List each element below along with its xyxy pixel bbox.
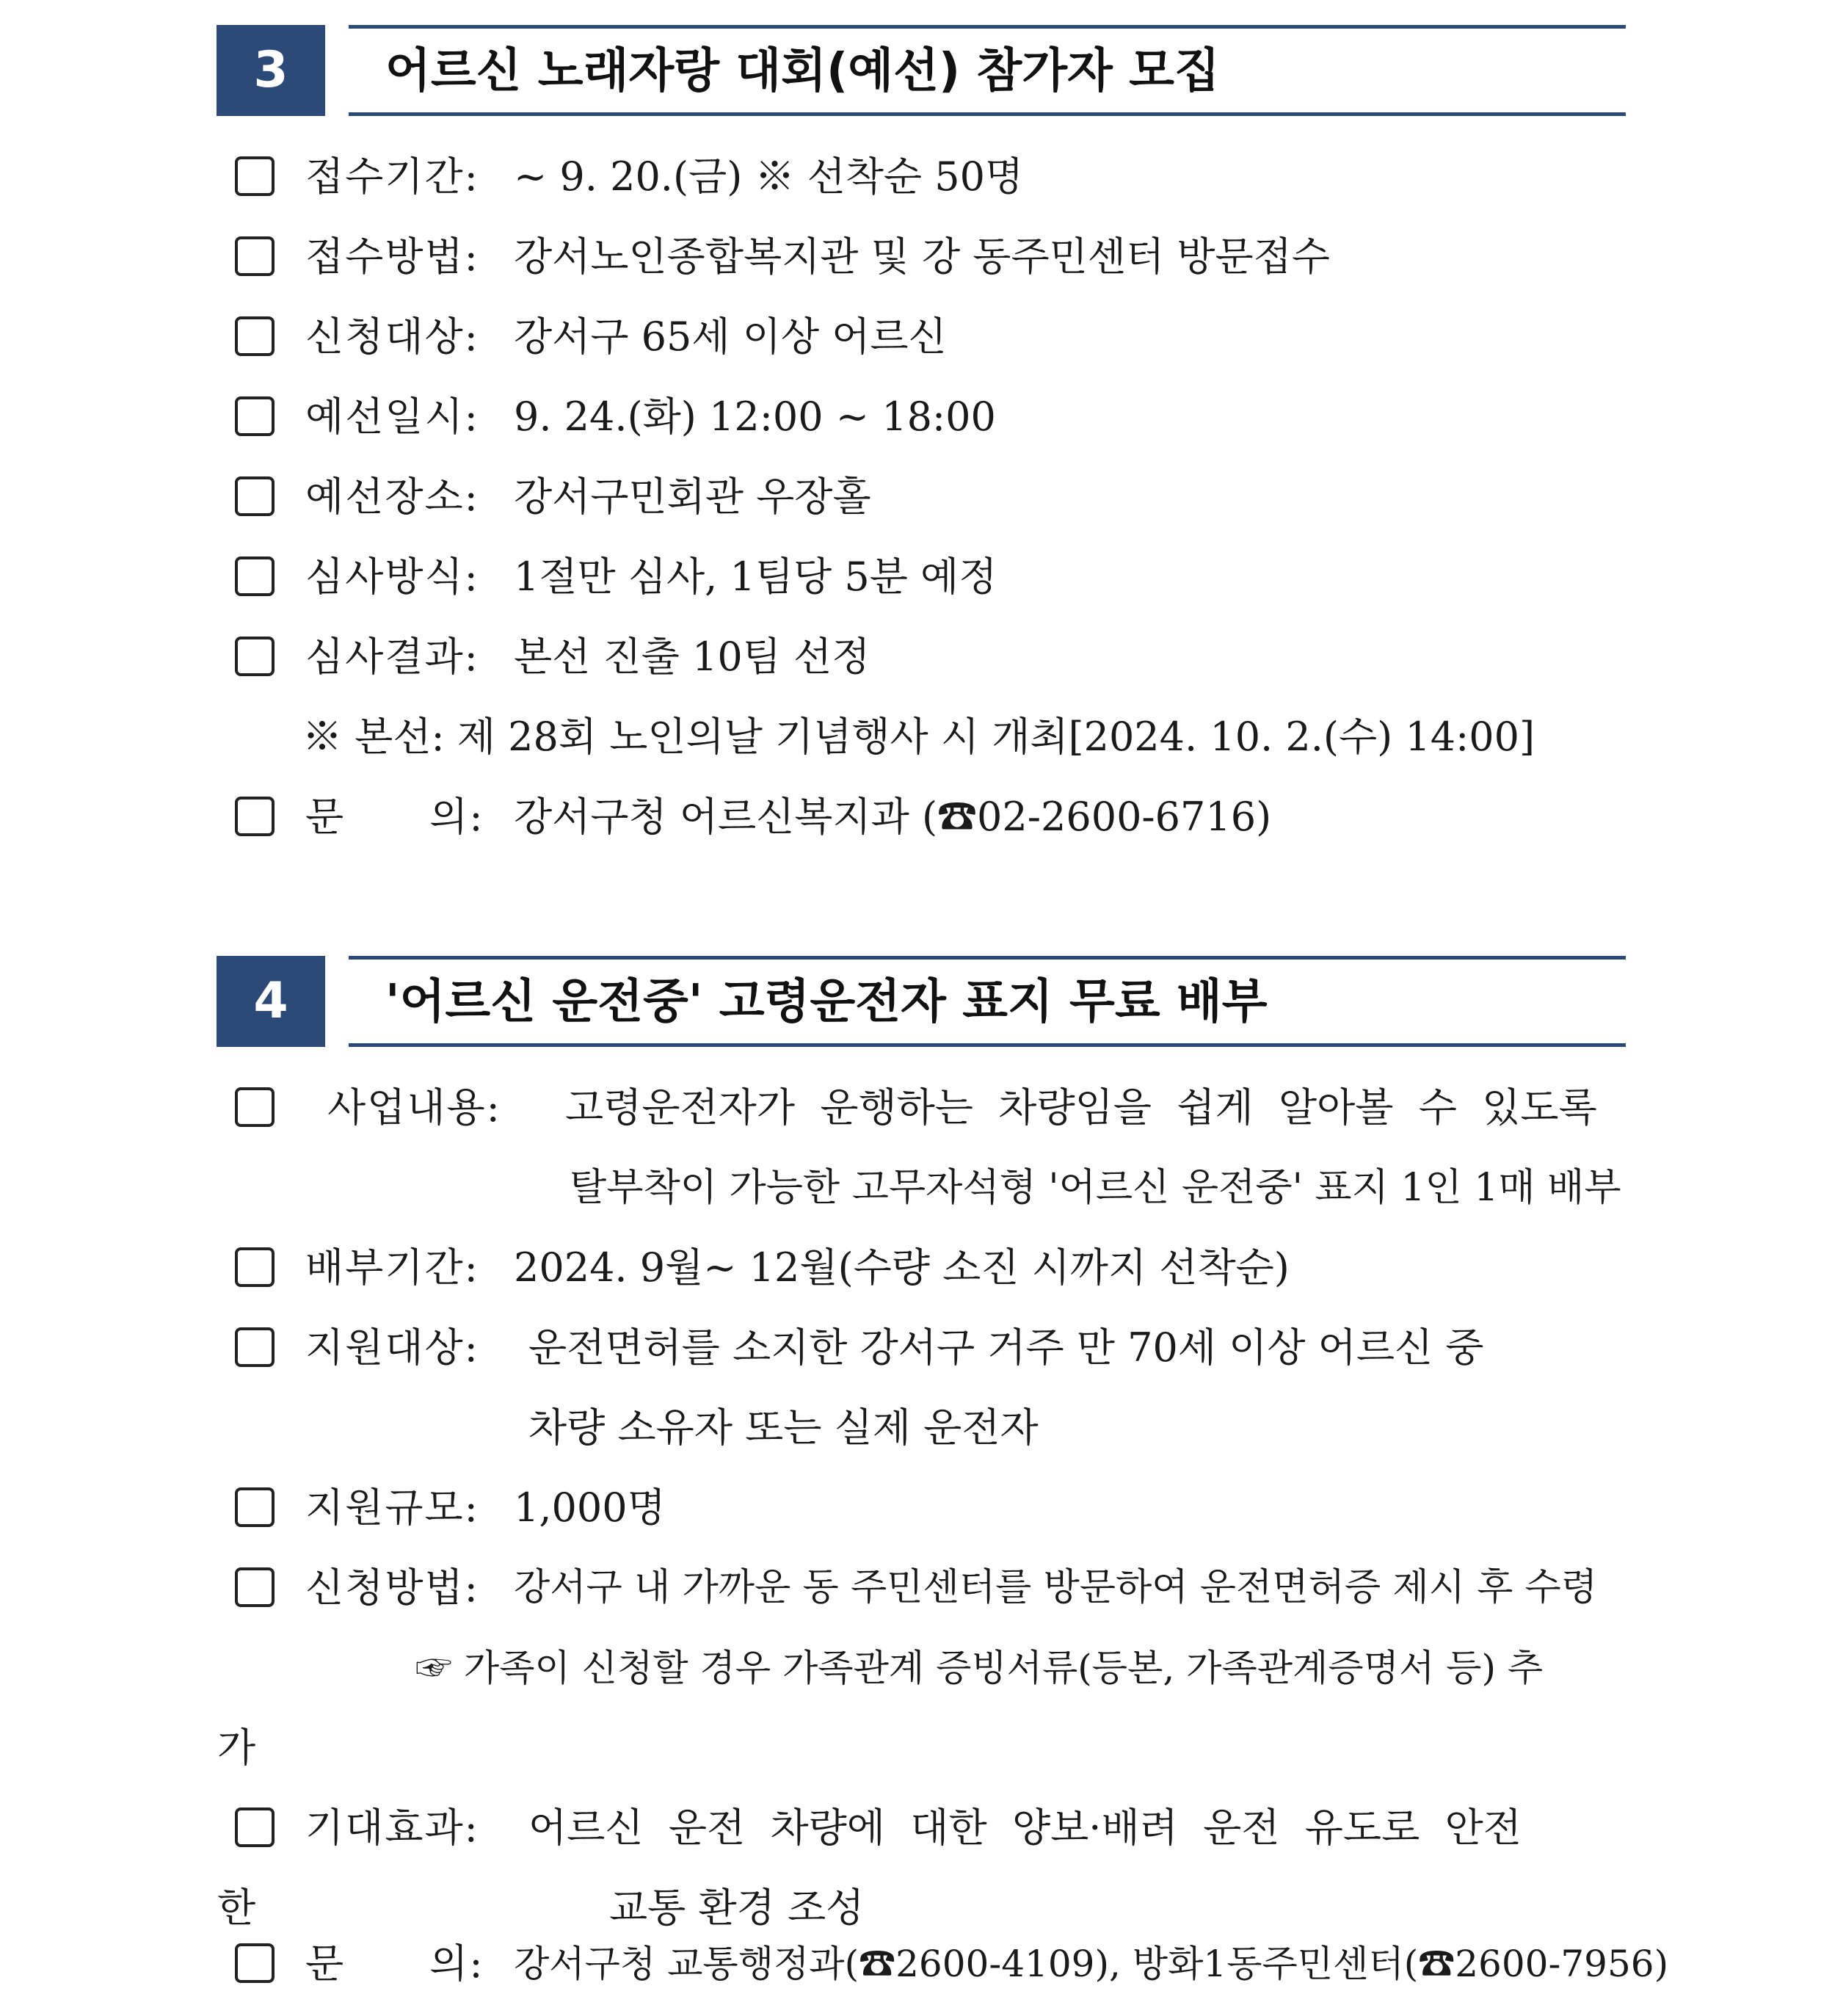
item-label: 사업내용:	[327, 1084, 501, 1131]
section-number-badge: 3	[217, 25, 325, 116]
item-value: 강서구청 교통행정과(☎2600-4109), 방화1동주민센터(☎2600-7956)	[514, 1943, 1669, 1985]
checkbox-icon	[235, 1327, 275, 1367]
checkbox-icon	[235, 1567, 275, 1607]
item-value-continued: 차량 소유자 또는 실제 운전자	[528, 1404, 1039, 1451]
family-note: ☞ 가족이 신청할 경우 가족관계 증빙서류(등본, 가족관계증명서 등) 추	[415, 1647, 1544, 1689]
checkbox-icon	[235, 797, 275, 836]
item-value: 강서구청 어르신복지과 (☎02-2600-6716)	[514, 794, 1272, 840]
item-value: 2024. 9월~ 12월(수량 소진 시까지 선착순)	[514, 1244, 1290, 1291]
item-label: 기대효과:	[305, 1805, 479, 1851]
item-label: 배부기간:	[305, 1244, 479, 1291]
section-title: 어르신 노래자랑 대회(예선) 참가자 모집	[385, 44, 1220, 98]
item-value: 1,000명	[514, 1484, 666, 1531]
item-label: 접수방법:	[305, 233, 479, 280]
item-label: 예선일시:	[305, 394, 479, 440]
item-label: 지원대상:	[305, 1324, 479, 1371]
section-title: '어르신 운전중' 고령운전자 표지 무료 배부	[385, 975, 1268, 1029]
item-value: 1절만 심사, 1팀당 5분 예정	[514, 554, 997, 600]
family-note-wrap: 가	[217, 1725, 256, 1771]
item-label: 심사결과:	[305, 634, 479, 680]
item-value: 9. 24.(화) 12:00 ~ 18:00	[514, 394, 996, 440]
item-label: 문 의:	[305, 794, 484, 840]
item-label: 접수기간:	[305, 153, 479, 200]
section-4-header	[217, 956, 1626, 1047]
checkbox-icon	[235, 1487, 275, 1527]
item-label: 문 의:	[305, 1940, 484, 1987]
checkbox-icon	[235, 476, 275, 516]
checkbox-icon	[235, 236, 275, 276]
item-value: 강서구 65세 이상 어르신	[514, 313, 947, 360]
item-label: 심사방식:	[305, 554, 479, 600]
section-title-bar	[349, 25, 1626, 116]
item-label: 신청방법:	[305, 1564, 479, 1611]
item-value-continued: 교통 환경 조성	[609, 1885, 865, 1931]
section-3-header	[217, 25, 1626, 116]
section-title-bar	[349, 956, 1626, 1047]
checkbox-icon	[235, 1087, 275, 1127]
item-value: ~ 9. 20.(금) ※ 선착순 50명	[514, 153, 1024, 200]
section-number-badge: 4	[217, 956, 325, 1047]
checkbox-icon	[235, 1943, 275, 1983]
item-value: 어르신 운전 차량에 대한 양보·배려 운전 유도로 안전	[528, 1805, 1522, 1851]
item-label: 지원규모:	[305, 1484, 479, 1531]
item-value: 운전면허를 소지한 강서구 거주 만 70세 이상 어르신 중	[528, 1324, 1484, 1371]
item-label: 예선장소:	[305, 474, 479, 520]
checkbox-icon	[235, 556, 275, 596]
checkbox-icon	[235, 637, 275, 676]
item-label: 신청대상:	[305, 313, 479, 360]
item-value: 강서노인종합복지관 및 강 동주민센터 방문접수	[514, 233, 1330, 280]
effect-wrap-prefix: 한	[217, 1885, 256, 1931]
final-note: ※ 본선: 제 28회 노인의날 기념행사 시 개최[2024. 10. 2.(수) 14:00]	[302, 714, 1535, 760]
checkbox-icon	[235, 316, 275, 356]
item-value: 고령운전자가 운행하는 차량임을 쉽게 알아볼 수 있도록	[565, 1084, 1597, 1131]
item-value: 강서구 내 가까운 동 주민센터를 방문하여 운전면허증 제시 후 수령	[514, 1566, 1598, 1609]
checkbox-icon	[235, 156, 275, 196]
checkbox-icon	[235, 1247, 275, 1287]
item-value: 강서구민회관 우장홀	[514, 474, 871, 520]
item-value: 본선 진출 10팀 선정	[514, 634, 870, 680]
checkbox-icon	[235, 396, 275, 436]
checkbox-icon	[235, 1807, 275, 1847]
item-value-continued: 탈부착이 가능한 고무자석형 '어르신 운전중' 표지 1인 1매 배부	[570, 1166, 1621, 1210]
